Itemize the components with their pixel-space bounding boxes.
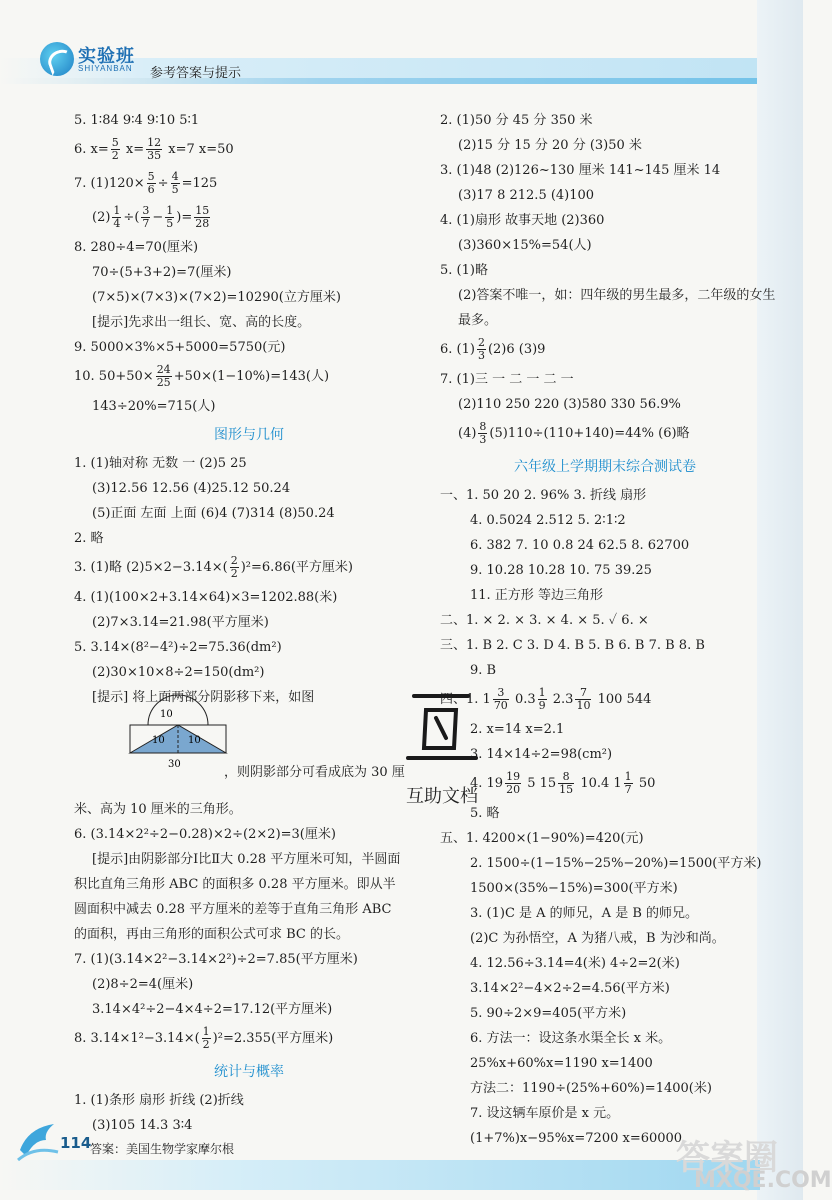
figure-label-10-top: 10 <box>160 709 173 720</box>
answer-line: 4. (1)(100×2+3.14×64)×3=1202.88(米) <box>74 590 338 605</box>
logo-icon <box>40 42 74 76</box>
hint-line: 米、高为 10 厘米的三角形。 <box>74 802 242 817</box>
answer-line: 3.14×2²−4×2÷2=4.56(平方米) <box>470 981 670 996</box>
shaded-figure <box>128 683 228 771</box>
answer-line: 5. 略 <box>470 806 500 821</box>
answer-line: (1+7%)x−95%x=7200 x=60000 <box>470 1131 683 1146</box>
answer-line: 6. (1) $\frac{2}{3}$ (2)6 (3)9 <box>440 336 546 362</box>
answer-line: (4) $\frac{8}{3}$ (5)110÷(110+140)=44% (6)略 <box>458 420 690 446</box>
answer-line: 3.14×4²÷2−4×4÷2=17.12(平方厘米) <box>92 1002 333 1017</box>
hint-line: [提示]由阴影部分Ⅰ比Ⅱ大 0.28 平方厘米可知，半圆面 <box>92 852 401 867</box>
answer-line: 7. 设这辆车原价是 x 元。 <box>470 1106 620 1121</box>
answer-line: 9. 5000×3%×5+5000=5750(元) <box>74 340 286 355</box>
answer-line: (2) $\frac{1}{4}$ ÷( $\frac{3}{7}$ − $\frac{1}{5}$ )= $\frac{15}{28}$ <box>92 204 210 230</box>
answer-line: 6. (3.14×2²÷2−0.28)×2÷(2×2)=3(厘米) <box>74 827 336 842</box>
answer-line: (2)8÷2=4(厘米) <box>92 977 194 992</box>
fraction: $\frac{12}{35}$ <box>147 136 162 162</box>
answer-line: 11. 正方形 等边三角形 <box>470 588 603 603</box>
fraction: $\frac{1}{2}$ <box>202 1025 210 1051</box>
answer-line: 3. (1)48 (2)126~130 厘米 141~145 厘米 14 <box>440 163 721 178</box>
answer-line: 8. 280÷4=70(厘米) <box>74 240 199 255</box>
header-title: 参考答案与提示 <box>150 66 242 81</box>
fraction: $\frac{5}{2}$ <box>111 136 119 162</box>
figure-label-30: 30 <box>168 759 181 770</box>
answer-line: 四、1. 1 $\frac{3}{70}$ 0.3 $\frac{1}{9}$ 2.3 $\frac{7}{10}$ 100 544 <box>440 686 652 712</box>
fraction: $\frac{3}{7}$ <box>142 204 150 230</box>
fraction: $\frac{8}{15}$ <box>559 770 574 796</box>
answer-line: 7. (1)三 一 二 一 二 一 <box>440 372 574 387</box>
hint-line: ，则阴影部分可看成底为 30 厘 <box>224 765 405 780</box>
fraction: $\frac{2}{3}$ <box>477 336 485 362</box>
answer-line: 6. 方法一：设这条水渠全长 x 米。 <box>470 1031 672 1046</box>
answer-line: 10. 50+50× $\frac{24}{25}$ +50×(1−10%)=143(人) <box>74 363 330 389</box>
answer-line: 70÷(5+3+2)=7(厘米) <box>92 265 232 280</box>
watermark-stamp <box>406 688 486 778</box>
fraction: $\frac{19}{20}$ <box>506 770 521 796</box>
answer-line: 一、1. 50 20 2. 96% 3. 折线 扇形 <box>440 488 647 503</box>
answer-line: 4. 19 $\frac{19}{20}$ 5 15 $\frac{8}{15}$ 10.4 1 $\frac{1}{7}$ 50 <box>470 770 656 796</box>
answer-line: (2)30×10×8÷2=150(dm²) <box>92 665 265 680</box>
answer-line: 2. 略 <box>74 531 104 546</box>
answer-line: 6. 382 7. 10 0.8 24 62.5 8. 62700 <box>470 538 690 553</box>
right-column <box>440 108 776 1151</box>
answer-line: 1500×(35%−15%)=300(平方米) <box>470 881 678 896</box>
page-number: 114 <box>60 1134 92 1152</box>
hint-line: 的面积，再由三角形的面积公式可求 BC 的长。 <box>74 927 350 942</box>
watermark-text: 互助文档 <box>406 786 478 807</box>
hint-line: [提示] 将上面两部分阴影移下来，如图 <box>92 690 315 705</box>
left-column <box>74 108 424 1138</box>
answer-line: 4. (1)扇形 故事天地 (2)360 <box>440 213 605 228</box>
section-title: 统计与概率 <box>214 1064 284 1080</box>
answer-line: 3. (1)略 (2)5×2−3.14×( $\frac{2}{2}$ )²=6.86(平方厘米) <box>74 554 353 580</box>
answer-line: (2)7×3.14=21.98(平方厘米) <box>92 615 269 630</box>
answer-line: 5. (1)略 <box>440 263 488 278</box>
answer-line: 三、1. B 2. C 3. D 4. B 5. B 6. B 7. B 8. B <box>440 638 705 653</box>
answer-line: (3)17 8 212.5 (4)100 <box>458 188 595 203</box>
answer-line: 1. (1)条形 扇形 折线 (2)折线 <box>74 1093 244 1108</box>
answer-line: 2. 1500÷(1−15%−25%−20%)=1500(平方米) <box>470 856 762 871</box>
answer-line: 5. 3.14×(8²−4²)÷2=75.36(dm²) <box>74 640 282 655</box>
logo-sub-text: SHIYANBAN <box>78 64 133 73</box>
fraction: $\frac{3}{70}$ <box>493 686 508 712</box>
watermark-glyph-icon <box>408 696 476 758</box>
fraction: $\frac{2}{2}$ <box>230 554 238 580</box>
answer-line: (7×5)×(7×3)×(7×2)=10290(立方厘米) <box>92 290 341 305</box>
fraction: $\frac{1}{9}$ <box>538 686 546 712</box>
fraction: $\frac{4}{5}$ <box>171 170 179 196</box>
answer-line: (3)105 14.3 3∶4 <box>92 1118 193 1133</box>
footer-band <box>0 1160 760 1190</box>
answer-line: 6. x= $\frac{5}{2}$ x= $\frac{12}{35}$ x=7 x=50 <box>74 136 234 162</box>
footer-text: 答案：美国生物学家摩尔根 <box>90 1142 235 1156</box>
answer-line: 4. 12.56÷3.14=4(米) 4÷2=2(米) <box>470 956 680 971</box>
figure-spacer <box>74 710 424 760</box>
answer-line: 五、1. 4200×(1−90%)=420(元) <box>440 831 644 846</box>
answer-line: 5. 90÷2×9=405(平方米) <box>470 1006 627 1021</box>
section-title: 图形与几何 <box>214 427 284 443</box>
fraction: $\frac{8}{3}$ <box>479 420 487 446</box>
corner-watermark: 答案圈 <box>676 1138 778 1178</box>
answer-line: (2)C 为孙悟空，A 为猪八戒，B 为沙和尚。 <box>470 931 725 946</box>
answer-line: 3. (1)C 是 A 的师兄，A 是 B 的师兄。 <box>470 906 699 921</box>
answer-line: 7. (1)120× $\frac{5}{6}$ ÷ $\frac{4}{5}$ =125 <box>74 170 218 196</box>
answer-line: 7. (1)(3.14×2²−3.14×2²)÷2=7.85(平方厘米) <box>74 952 358 967</box>
answer-line: 25%x+60%x=1190 x=1400 <box>470 1056 653 1071</box>
corner-watermark-url: MXQE.COM <box>694 1168 832 1193</box>
answer-line: 5. 1∶84 9∶4 9∶10 5∶1 <box>74 113 200 128</box>
section-title: 六年级上学期期末综合测试卷 <box>514 459 696 475</box>
hint-line: 积比直角三角形 ABC 的面积多 0.28 平方厘米。即从半 <box>74 877 396 892</box>
answer-line: 143÷20%=715(人) <box>92 399 216 414</box>
fraction: $\frac{7}{10}$ <box>576 686 591 712</box>
answer-line: (3)12.56 12.56 (4)25.12 50.24 <box>92 481 291 496</box>
fraction: $\frac{24}{25}$ <box>156 363 171 389</box>
answer-line: 4. 0.5024 2.512 5. 2∶1∶2 <box>470 513 626 528</box>
answer-line: (5)正面 左面 上面 (6)4 (7)314 (8)50.24 <box>92 506 335 521</box>
figure-triangle <box>130 725 226 753</box>
answer-line: 9. B <box>470 663 497 678</box>
answer-line: 8. 3.14×1²−3.14×( $\frac{1}{2}$ )²=2.355(平方厘米) <box>74 1025 334 1051</box>
fraction: $\frac{15}{28}$ <box>195 204 210 230</box>
figure-label-10-left: 10 <box>152 735 165 746</box>
answer-line: (3)360×15%=54(人) <box>458 238 592 253</box>
answer-line: (2)答案不唯一，如：四年级的男生最多，二年级的女生 <box>458 288 776 303</box>
answer-line: (2)110 250 220 (3)580 330 56.9% <box>458 397 681 412</box>
answer-line: 1. (1)轴对称 无数 一 (2)5 25 <box>74 456 247 471</box>
hint-line: 圆面积中减去 0.28 平方厘米的差等于直角三角形 ABC <box>74 902 392 917</box>
answer-line: 二、1. × 2. × 3. × 4. × 5. ✓ 6. × <box>440 613 649 628</box>
fraction: $\frac{1}{5}$ <box>166 204 174 230</box>
answer-line: 9. 10.28 10.28 10. 75 39.25 <box>470 563 652 578</box>
brand-logo <box>40 38 140 82</box>
answer-line: 最多。 <box>458 313 498 328</box>
answer-line: 2. x=14 x=2.1 <box>470 722 565 737</box>
figure-semicircle <box>148 695 208 725</box>
answer-line: (2)15 分 15 分 20 分 (3)50 米 <box>458 138 642 153</box>
figure-label-10-right: 10 <box>188 735 201 746</box>
answer-line: 2. (1)50 分 45 分 350 米 <box>440 113 593 128</box>
answer-line: 3. 14×14÷2=98(cm²) <box>470 747 613 762</box>
fraction: $\frac{1}{4}$ <box>113 204 121 230</box>
logo-main-text: 实验班 <box>78 46 135 66</box>
fraction: $\frac{1}{7}$ <box>624 770 632 796</box>
fraction: $\frac{5}{6}$ <box>147 170 155 196</box>
hint-line: [提示]先求出一组长、宽、高的长度。 <box>92 315 311 330</box>
answer-line: 方法二：1190÷(25%+60%)=1400(米) <box>470 1081 712 1096</box>
